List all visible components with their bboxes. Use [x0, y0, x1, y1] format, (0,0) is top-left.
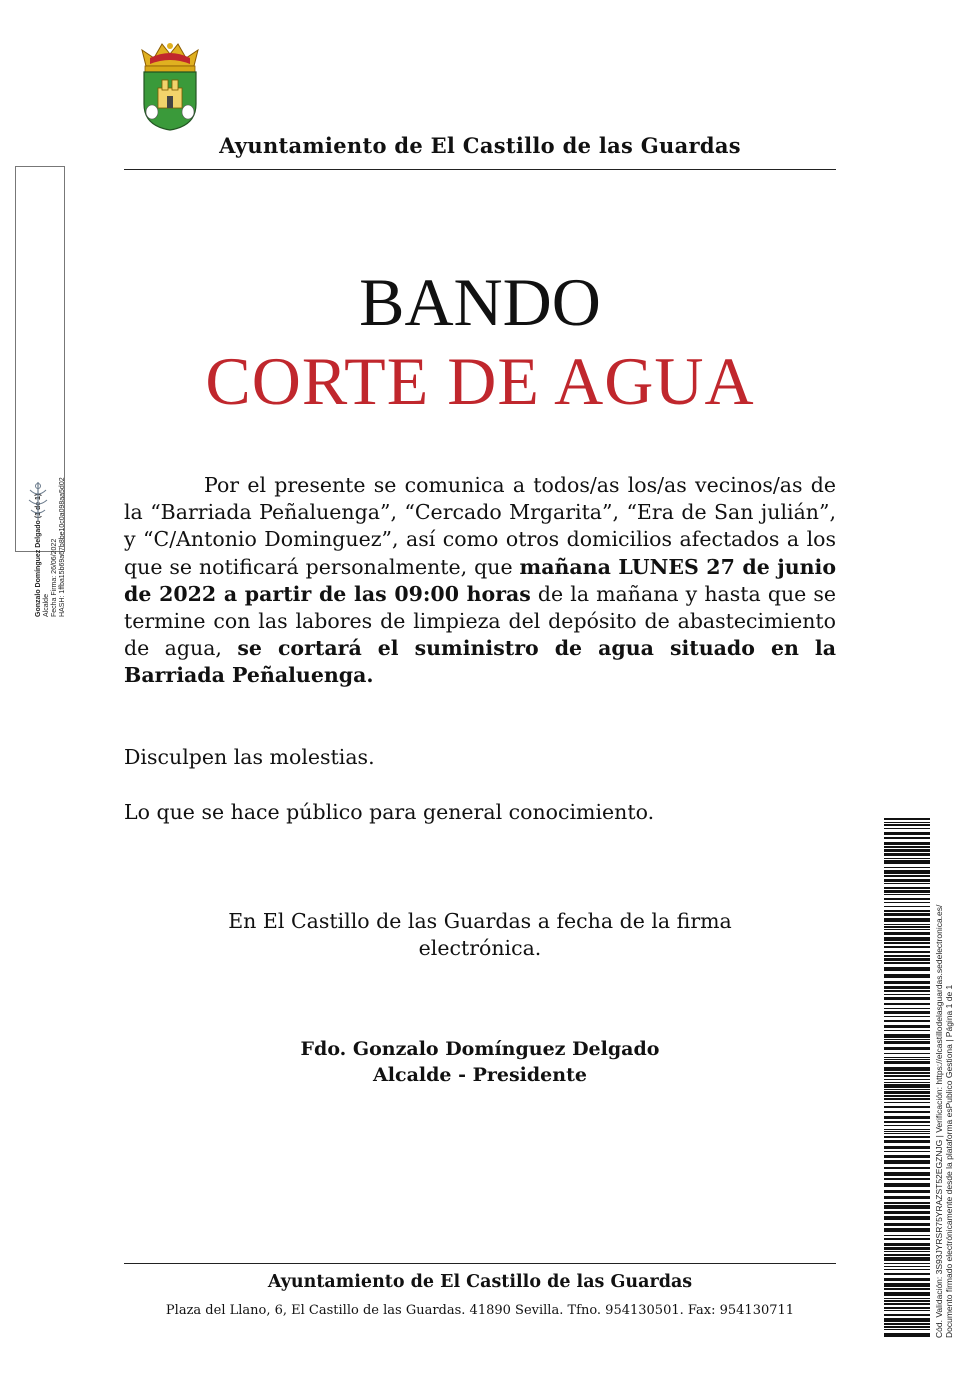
- coat-of-arms-icon: [136, 40, 204, 132]
- notice-paragraph: [124, 472, 836, 690]
- footer-address: Plaza del Llano, 6, El Castillo de las Guardas. 41890 Sevilla. Tfno. 954130501. Fax: 954130711: [165, 1303, 795, 1318]
- footer-divider: [124, 1263, 836, 1264]
- apology-text: Disculpen las molestias.: [124, 745, 375, 769]
- document-subtitle: CORTE DE AGUA: [205, 343, 755, 419]
- header-org-name: Ayuntamiento de El Castillo de las Guardas: [219, 133, 741, 158]
- signer-role: Alcalde - Presidente: [373, 1064, 587, 1086]
- barcode-icon: [884, 818, 930, 1338]
- validation-line-1: Cód. Validación: 3S93JYRSR75YRAZST52EGZNJG | Verificación: https://elcastillodelasguardas.sedelectronica.es/: [934, 904, 944, 1338]
- notice-text-a: Por el presente se comunica a todos/as los/as vecinos/as de la “Barriada Peñaluenga”, “Cercado Mrgarita”, “Era de San julián”, y “C/Antonio Dominguez”, así como otros domicilios afectados a los que se notificará personalmente, que: [124, 473, 836, 579]
- stamp-signer: Gonzalo Domínguez Delgado (1 de 1): [35, 493, 42, 617]
- public-knowledge-text: Lo que se hace público para general conocimiento.: [124, 800, 655, 824]
- signature-emblem-icon: [26, 480, 50, 522]
- notice-cut-statement: se cortará el suministro de agua situado en la Barriada Peñaluenga.: [124, 636, 836, 688]
- validation-line-2: Documento firmado electrónicamente desde la plataforma esPublico Gestiona | Página 1 de 1: [944, 984, 954, 1338]
- footer-org-name: Ayuntamiento de El Castillo de las Guardas: [267, 1272, 693, 1292]
- stamp-text: [35, 447, 67, 617]
- stamp-hash: HASH: 1ffba15b69a67b8be10c0a098aa5d02: [59, 477, 66, 617]
- place-date-text: En El Castillo de las Guardas a fecha de la firma electrónica.: [228, 909, 732, 961]
- header-divider: [124, 169, 836, 170]
- validation-text: [934, 818, 954, 1338]
- signature-block: [124, 1036, 836, 1088]
- stamp-date: Fecha Firma: 26/06/2022: [51, 538, 58, 617]
- notice-date-time: mañana LUNES 27 de junio de 2022 a partir de las 09:00 horas: [124, 554, 836, 606]
- notice-text-c: de la mañana y hasta que se termine con las labores de limpieza del depósito de abastecimiento de agua,: [124, 581, 836, 661]
- stamp-role: Alcalde: [43, 594, 50, 617]
- signer-name: Fdo. Gonzalo Domínguez Delgado: [300, 1038, 660, 1060]
- document-title: BANDO: [359, 264, 601, 340]
